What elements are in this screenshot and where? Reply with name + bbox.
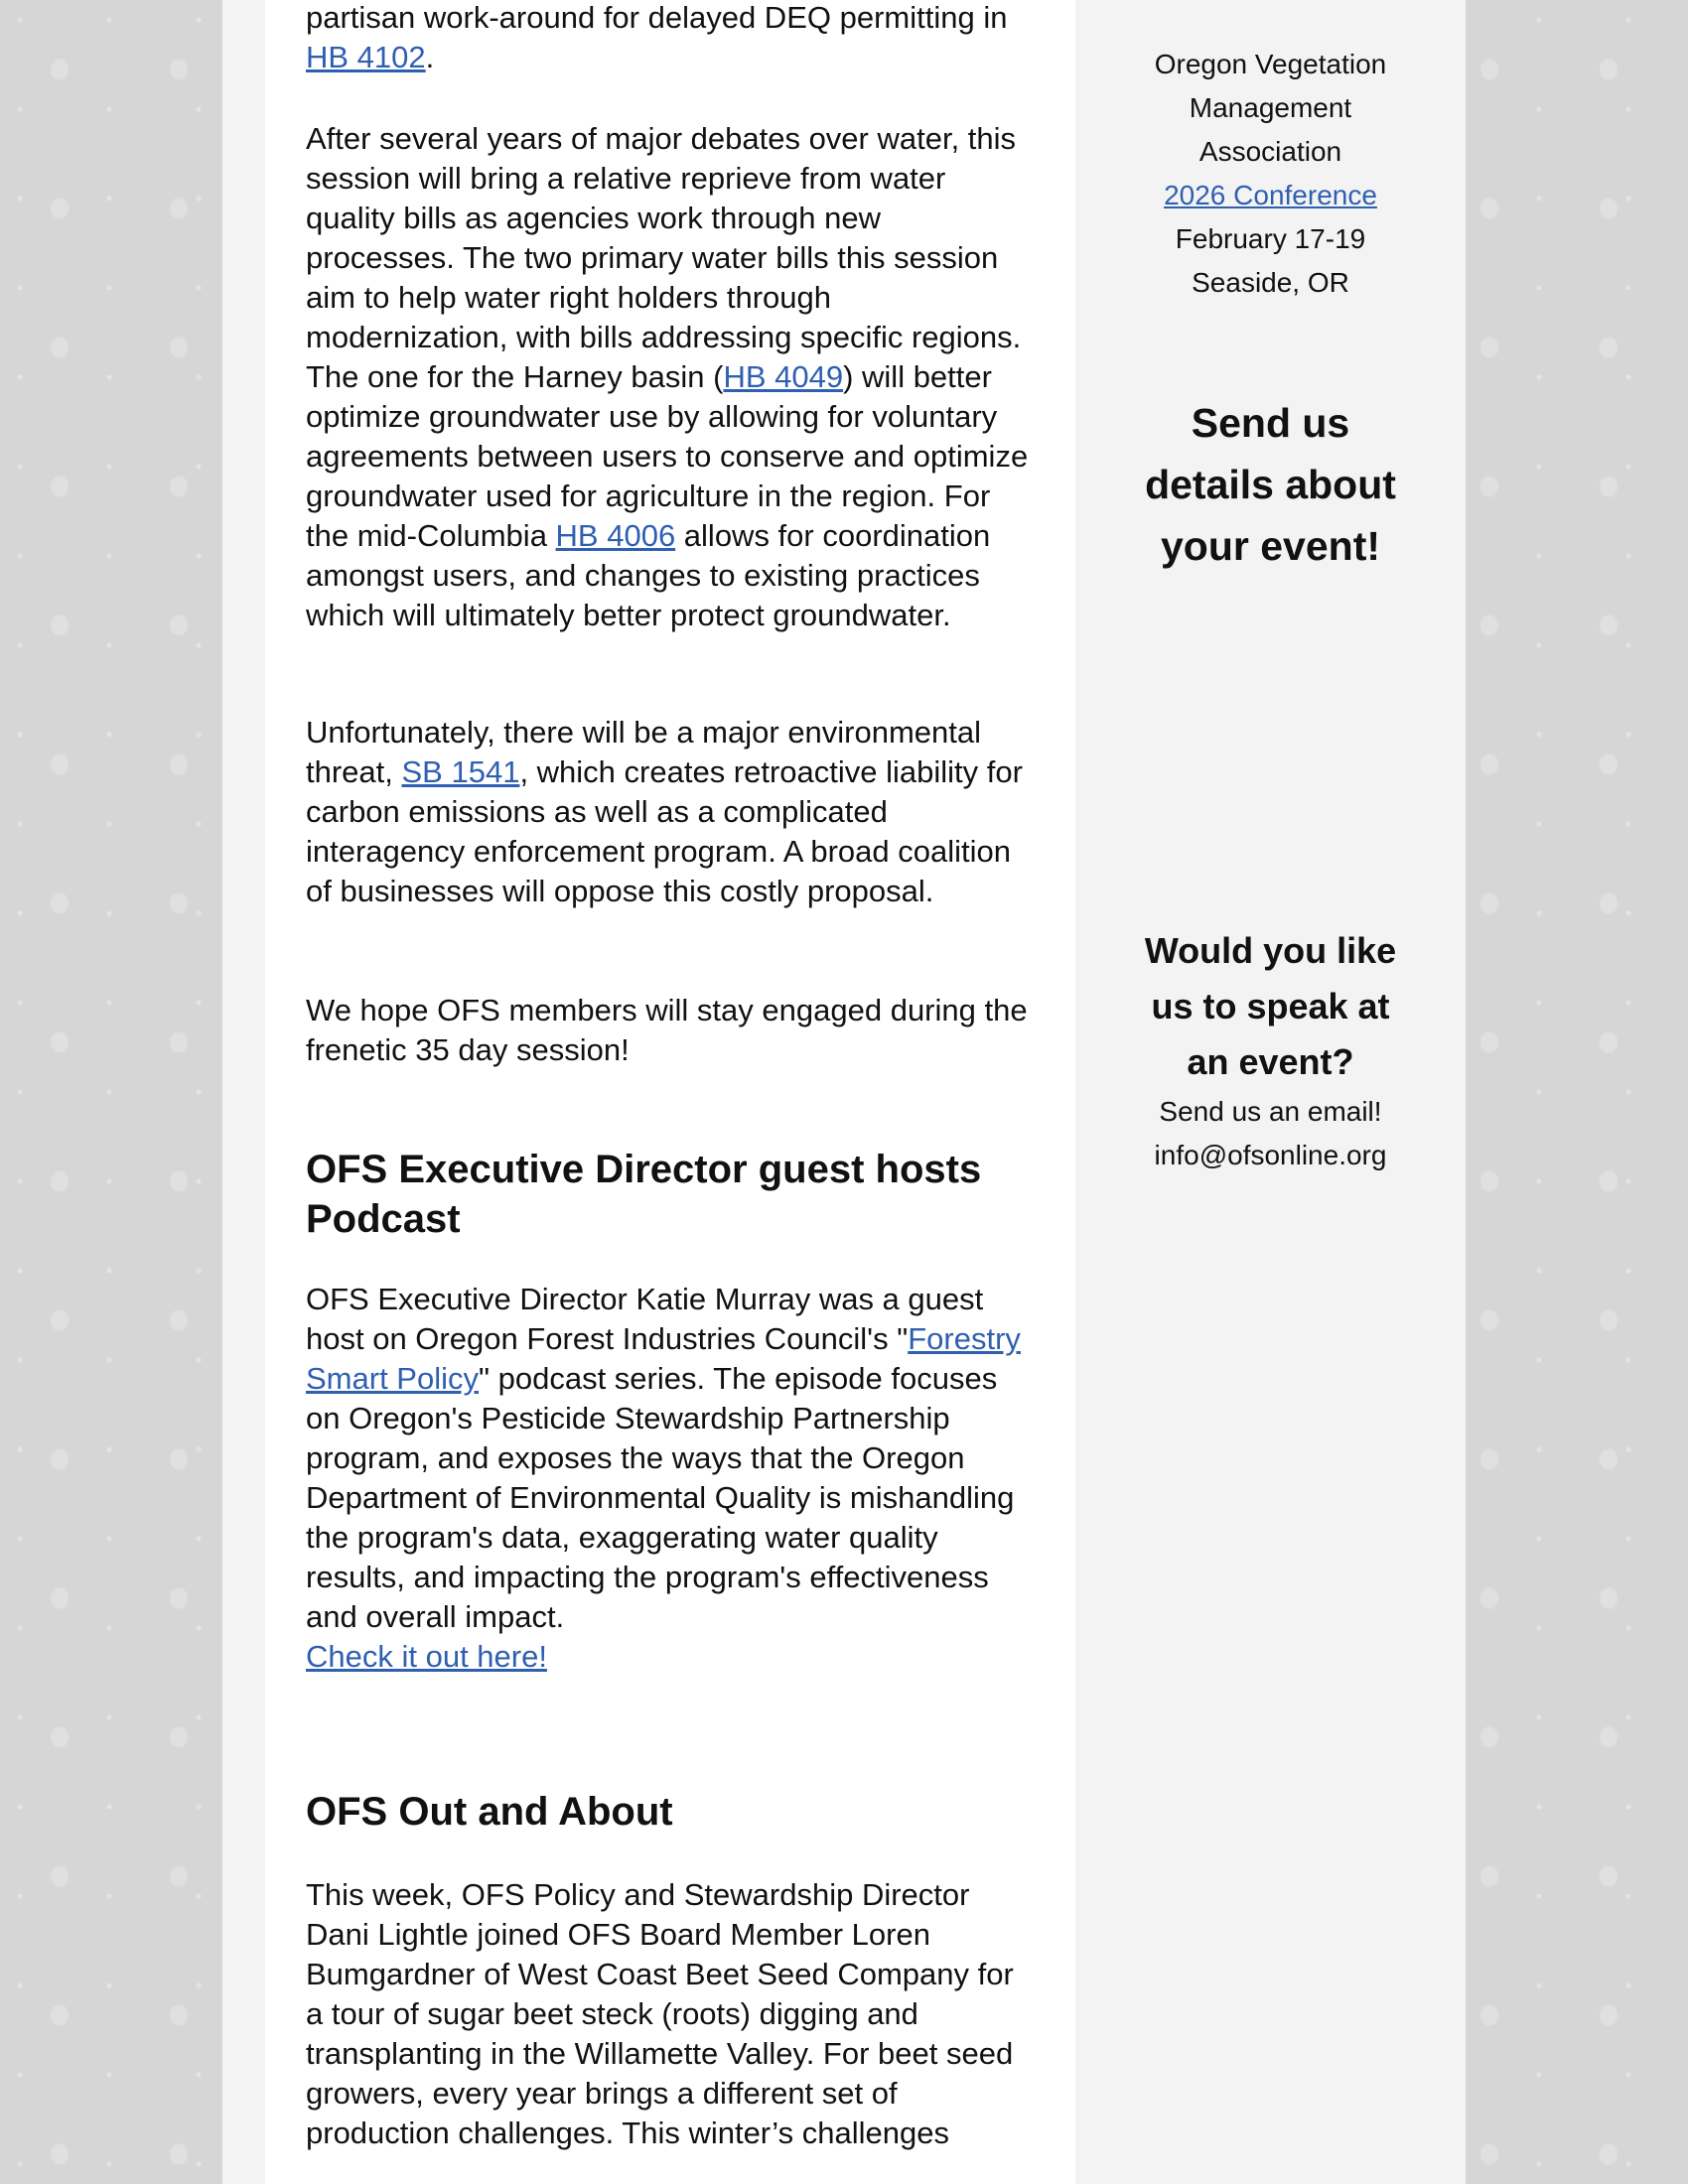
paragraph-text: This week, OFS Policy and Stewardship Director Dani Lightle joined OFS Board Member Loren Bumgardner of West Coast Beet Seed Company for a tour of sugar beet steck (roots) digging and transplanting in the Willamette Valley. For beet seed growers, every year brings a different set of production challenges. This winter’s challenges xyxy=(306,1877,1014,2150)
paragraph-text: We hope OFS members will stay engaged during the frenetic 35 day session! xyxy=(306,993,1028,1067)
main-column xyxy=(265,0,1075,2184)
event-org-line: Oregon Vegetation xyxy=(1154,49,1387,79)
paragraph-water-permitting xyxy=(306,0,1036,77)
link-forestry-smart-policy[interactable]: Forestry Smart Policy xyxy=(306,1321,1021,1396)
event-org-line: Management xyxy=(1189,92,1352,123)
paragraph-text: " podcast series. The episode focuses on Oregon's Pesticide Stewardship Partnership program, and exposes the ways that the Oregon Department of Environmental Quality is mishandling the program's data, exaggerating water quality results, and impacting the program's effectiveness and overall impact. xyxy=(306,1361,1015,1634)
paragraph-text: After several years of major debates over water, this session will bring a relative reprieve from water quality bills as agencies work through new processes. The two primary water bills this session aim to help water right holders through modernization, with bills addressing specific regions. The one for the Harney basin ( xyxy=(306,121,1022,394)
paragraph-session-engagement xyxy=(306,991,1036,1070)
heading-out-and-about: OFS Out and About xyxy=(306,1790,673,1834)
heading-podcast: OFS Executive Director guest hosts Podcast xyxy=(306,1148,982,1241)
speaker-question-line: Would you like xyxy=(1144,930,1397,971)
link-hb-4006[interactable]: HB 4006 xyxy=(555,518,676,553)
paragraph-text: , which creates retroactive liability for carbon emissions as well as a complicated interagency enforcement program. A broad coalition of businesses will oppose this costly proposal. xyxy=(306,754,1023,908)
paragraph-water-bills xyxy=(306,119,1036,635)
paragraph-text: ) will better optimize groundwater use by allowing for voluntary agreements between users to conserve and optimize groundwater used for agriculture in the region. For the mid-Columbia xyxy=(306,359,1029,553)
paragraph-text: . xyxy=(425,40,435,74)
paragraph-text: partisan work-around for delayed DEQ permitting in xyxy=(306,0,1008,35)
event-location: Seaside, OR xyxy=(1192,267,1349,298)
contact-email: info@ofsonline.org xyxy=(1154,1140,1387,1170)
cta-line: Send us xyxy=(1191,400,1350,446)
link-hb-4049[interactable]: HB 4049 xyxy=(723,359,844,394)
speaker-question-line: us to speak at xyxy=(1151,986,1390,1026)
paragraph-text: Unfortunately, there will be a major environmental threat, xyxy=(306,715,982,789)
paragraph-text: OFS Executive Director Katie Murray was a guest host on Oregon Forest Industries Council's " xyxy=(306,1282,984,1356)
cta-line: your event! xyxy=(1161,523,1380,569)
paragraph-environmental-threat xyxy=(306,713,1036,911)
event-dates: February 17-19 xyxy=(1175,223,1366,254)
link-check-it-out[interactable]: Check it out here! xyxy=(306,1639,547,1674)
link-2026-conference[interactable]: 2026 Conference xyxy=(1164,180,1377,210)
sidebar xyxy=(1075,0,1466,2184)
speaker-request xyxy=(1075,923,1466,1177)
email-prompt: Send us an email! xyxy=(1159,1096,1382,1127)
link-hb-4102[interactable]: HB 4102 xyxy=(306,40,426,74)
paragraph-podcast xyxy=(306,1280,1036,1677)
event-listing xyxy=(1075,43,1466,305)
link-sb-1541[interactable]: SB 1541 xyxy=(401,754,520,789)
cta-line: details about xyxy=(1145,462,1396,507)
paragraph-out-and-about xyxy=(306,1875,1036,2153)
event-org-line: Association xyxy=(1198,136,1342,167)
speaker-question-line: an event? xyxy=(1187,1041,1354,1082)
paragraph-text: allows for coordination amongst users, and changes to existing practices which will ultimately better protect groundwater. xyxy=(306,518,991,632)
event-cta xyxy=(1075,392,1466,577)
